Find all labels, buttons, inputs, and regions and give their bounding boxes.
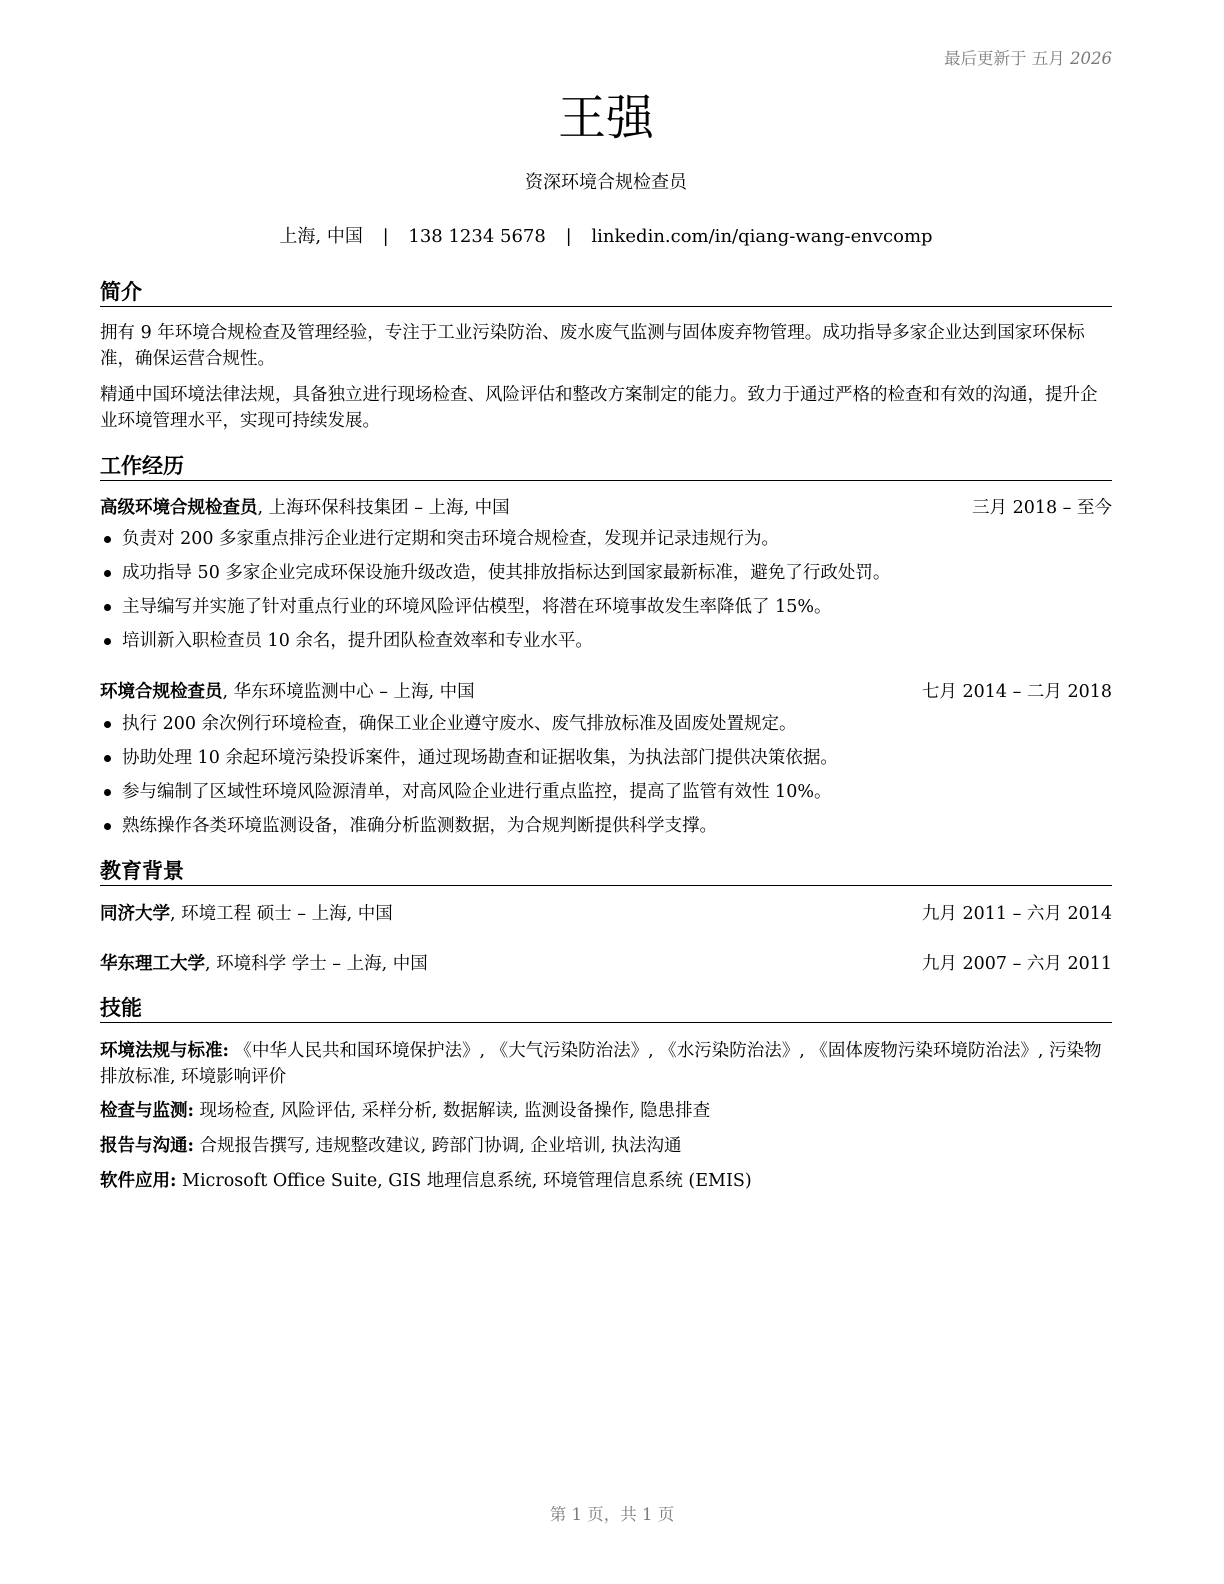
- candidate-headline: 资深环境合规检查员: [525, 172, 687, 193]
- job-bullet-list: [100, 526, 1112, 662]
- list-item: [100, 711, 1112, 745]
- education-school: 华东理工大学: [100, 954, 205, 974]
- contact-separator: |: [565, 226, 572, 247]
- skill-values: 合规报告撰写, 违规整改建议, 跨部门协调, 企业培训, 执法沟通: [193, 1136, 682, 1156]
- list-item: [100, 526, 1112, 560]
- section-title-summary: 简介: [100, 278, 1112, 307]
- education-entry: [100, 951, 1112, 977]
- list-item: [100, 779, 1112, 813]
- job-organization: , 华东环境监测中心 – 上海, 中国: [222, 682, 475, 702]
- skill-values: 现场检查, 风险评估, 采样分析, 数据解读, 监测设备操作, 隐患排查: [193, 1101, 711, 1121]
- last-updated-year: 2026: [1070, 49, 1112, 68]
- job-organization: , 上海环保科技集团 – 上海, 中国: [257, 498, 510, 518]
- bullet-icon: [104, 789, 111, 796]
- education-detail: , 环境工程 硕士 – 上海, 中国: [170, 904, 393, 924]
- summary-paragraph: 拥有 9 年环境合规检查及管理经验，专注于工业污染防治、废水废气监测与固体废弃物管理。成功指导多家企业达到国家环保标准，确保运营合规性。: [100, 323, 1085, 369]
- last-updated-label: 最后更新于 五月: [944, 49, 1065, 68]
- contact-line: [100, 224, 1112, 250]
- bullet-icon: [104, 638, 111, 645]
- skill-row: [100, 1133, 1112, 1159]
- bullet-text: 培训新入职检查员 10 余名，提升团队检查效率和专业水平。: [122, 631, 593, 651]
- job-role: 高级环境合规检查员: [100, 498, 258, 518]
- contact-location: 上海, 中国: [279, 226, 363, 247]
- skill-values: 《中华人民共和国环境保护法》, 《大气污染防治法》, 《水污染防治法》, 《固体废物污染环境防治法》, 污染物排放标准, 环境影响评价: [100, 1041, 1102, 1087]
- skill-category: 报告与沟通:: [100, 1136, 194, 1156]
- job-bullet-list: [100, 711, 1112, 847]
- summary-paragraph: 精通中国环境法律法规，具备独立进行现场检查、风险评估和整改方案制定的能力。致力于通过严格的检查和有效的沟通，提升企业环境管理水平，实现可持续发展。: [100, 385, 1098, 431]
- bullet-text: 执行 200 余次例行环境检查，确保工业企业遵守废水、废气排放标准及固废处置规定。: [122, 714, 797, 734]
- list-item: [100, 560, 1112, 594]
- bullet-text: 负责对 200 多家重点排污企业进行定期和突击环境合规检查，发现并记录违规行为。: [122, 529, 780, 549]
- candidate-name: 王强: [557, 90, 654, 146]
- bullet-icon: [104, 721, 111, 728]
- bullet-icon: [104, 755, 111, 762]
- last-updated: [944, 45, 1112, 69]
- bullet-icon: [104, 823, 111, 830]
- list-item: [100, 745, 1112, 779]
- skill-category: 检查与监测:: [100, 1101, 194, 1121]
- skill-category: 软件应用:: [100, 1171, 177, 1191]
- bullet-text: 成功指导 50 多家企业完成环保设施升级改造，使其排放指标达到国家最新标准，避免了行政处罚。: [122, 563, 891, 583]
- bullet-icon: [104, 604, 111, 611]
- contact-phone[interactable]: 138 1234 5678: [408, 226, 546, 247]
- bullet-text: 协助处理 10 余起环境污染投诉案件，通过现场勘查和证据收集，为执法部门提供决策依据。: [122, 748, 838, 768]
- job-date: 七月 2014 – 二月 2018: [921, 682, 1112, 702]
- education-date: 九月 2007 – 六月 2011: [921, 954, 1112, 974]
- skill-row: [100, 1038, 1112, 1090]
- skill-values: Microsoft Office Suite, GIS 地理信息系统, 环境管理信息系统 (EMIS): [176, 1171, 752, 1191]
- contact-separator: |: [382, 226, 389, 247]
- bullet-icon: [104, 570, 111, 577]
- job-header: [100, 495, 1112, 521]
- skill-row: [100, 1168, 1112, 1194]
- contact-linkedin-link[interactable]: linkedin.com/in/qiang-wang-envcomp: [591, 226, 933, 247]
- section-title-education: 教育背景: [100, 857, 1112, 886]
- job-header: [100, 679, 1112, 705]
- resume-page: [100, 0, 1112, 1584]
- list-item: [100, 628, 1112, 662]
- skill-row: [100, 1098, 1112, 1124]
- list-item: [100, 594, 1112, 628]
- education-date: 九月 2011 – 六月 2014: [921, 904, 1112, 924]
- section-title-skills: 技能: [100, 994, 1112, 1023]
- job-date: 三月 2018 – 至今: [972, 498, 1112, 518]
- bullet-text: 参与编制了区域性环境风险源清单，对高风险企业进行重点监控，提高了监管有效性 10%。: [122, 782, 832, 802]
- page-number-footer: 第 1 页，共 1 页: [549, 1505, 675, 1524]
- bullet-icon: [104, 536, 111, 543]
- education-detail: , 环境科学 学士 – 上海, 中国: [205, 954, 428, 974]
- education-school: 同济大学: [100, 904, 170, 924]
- bullet-text: 主导编写并实施了针对重点行业的环境风险评估模型，将潜在环境事故发生率降低了 15%。: [122, 597, 832, 617]
- skill-category: 环境法规与标准:: [100, 1041, 229, 1061]
- section-title-experience: 工作经历: [100, 452, 1112, 481]
- bullet-text: 熟练操作各类环境监测设备，准确分析监测数据，为合规判断提供科学支撑。: [122, 816, 717, 836]
- list-item: [100, 813, 1112, 847]
- job-role: 环境合规检查员: [100, 682, 223, 702]
- education-entry: [100, 901, 1112, 927]
